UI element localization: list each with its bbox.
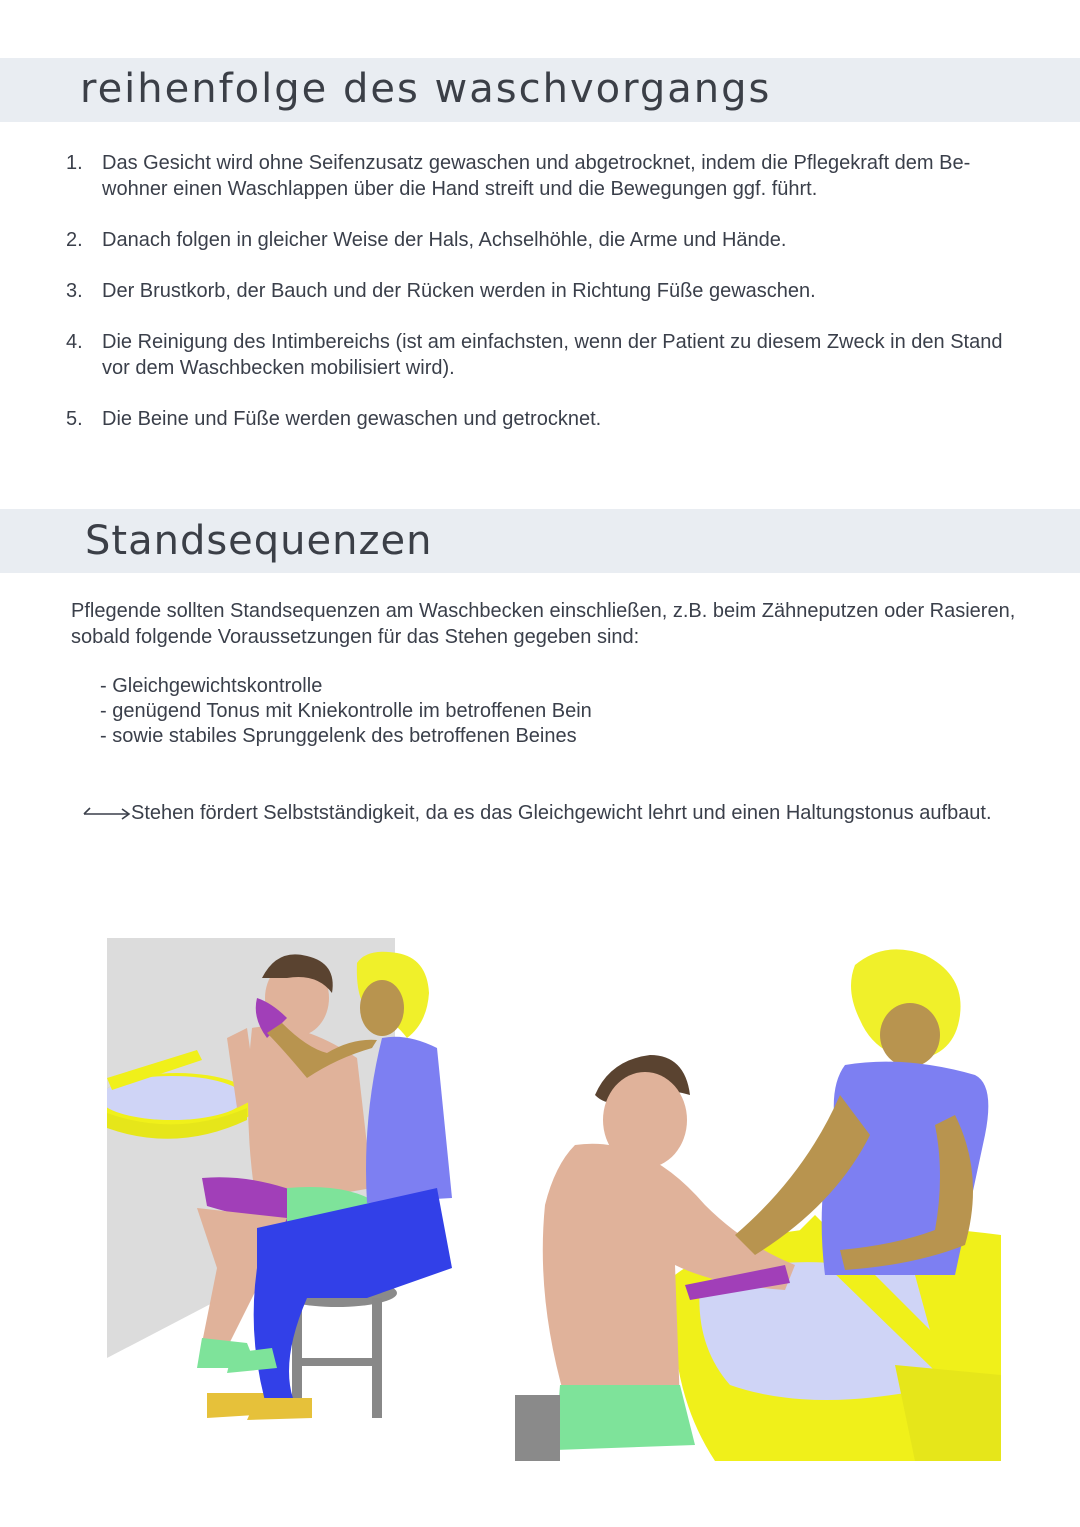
list-item: - genügend Tonus mit Kniekontrolle im betroffenen Bein <box>100 700 592 722</box>
seated-washing-illustration <box>107 938 467 1428</box>
intro-paragraph: Pflegende sollten Standsequenzen am Waschbecken einschließen, z.B. beim Zähneputzen oder Rasieren, sobald folgende Voraussetzungen für das Stehen gegeben sind: <box>71 600 1016 648</box>
step-text: Die Beine und Füße werden gewaschen und getrocknet. <box>102 408 602 430</box>
list-item <box>66 329 1006 381</box>
list-item <box>66 406 1006 432</box>
list-item: - sowie stabiles Sprunggelenk des betroffenen Beines <box>100 725 577 747</box>
step-number: 5. <box>66 408 83 430</box>
double-arrow-icon <box>80 804 132 824</box>
step-text: Das Gesicht wird ohne Seifenzusatz gewaschen und abgetrocknet, indem die Pflegekraft dem Be- wohner einen Waschlappen über die Hand streift und die Bewegungen ggf. führt. <box>102 152 971 200</box>
step-text: Die Reinigung des Intimbereichs (ist am einfachsten, wenn der Patient zu diesem Zweck in den Stand vor dem Waschbecken mobilisiert wird). <box>102 331 1003 379</box>
step-number: 4. <box>66 331 83 353</box>
requirements-list <box>100 674 592 749</box>
step-text: Danach folgen in gleicher Weise der Hals, Achselhöhle, die Arme und Hände. <box>102 229 787 251</box>
step-number: 2. <box>66 229 83 251</box>
list-item: - Gleichgewichtskontrolle <box>100 675 323 697</box>
note-text: Stehen fördert Selbstständigkeit, da es das Gleichgewicht lehrt und einen Haltungstonus aufbaut. <box>131 802 992 824</box>
standing-benefit-note <box>80 800 1000 826</box>
section-title: Standsequenzen <box>85 518 433 564</box>
list-item <box>66 150 1006 202</box>
step-number: 3. <box>66 280 83 302</box>
step-text: Der Brustkorb, der Bauch und der Rücken werden in Richtung Füße gewaschen. <box>102 280 816 302</box>
standing-washing-illustration <box>515 945 1001 1461</box>
washing-steps-list <box>66 150 1006 457</box>
list-item <box>66 227 1006 253</box>
list-item <box>66 278 1006 304</box>
step-number: 1. <box>66 152 83 174</box>
section-title: reihenfolge des waschvorgangs <box>80 66 772 112</box>
